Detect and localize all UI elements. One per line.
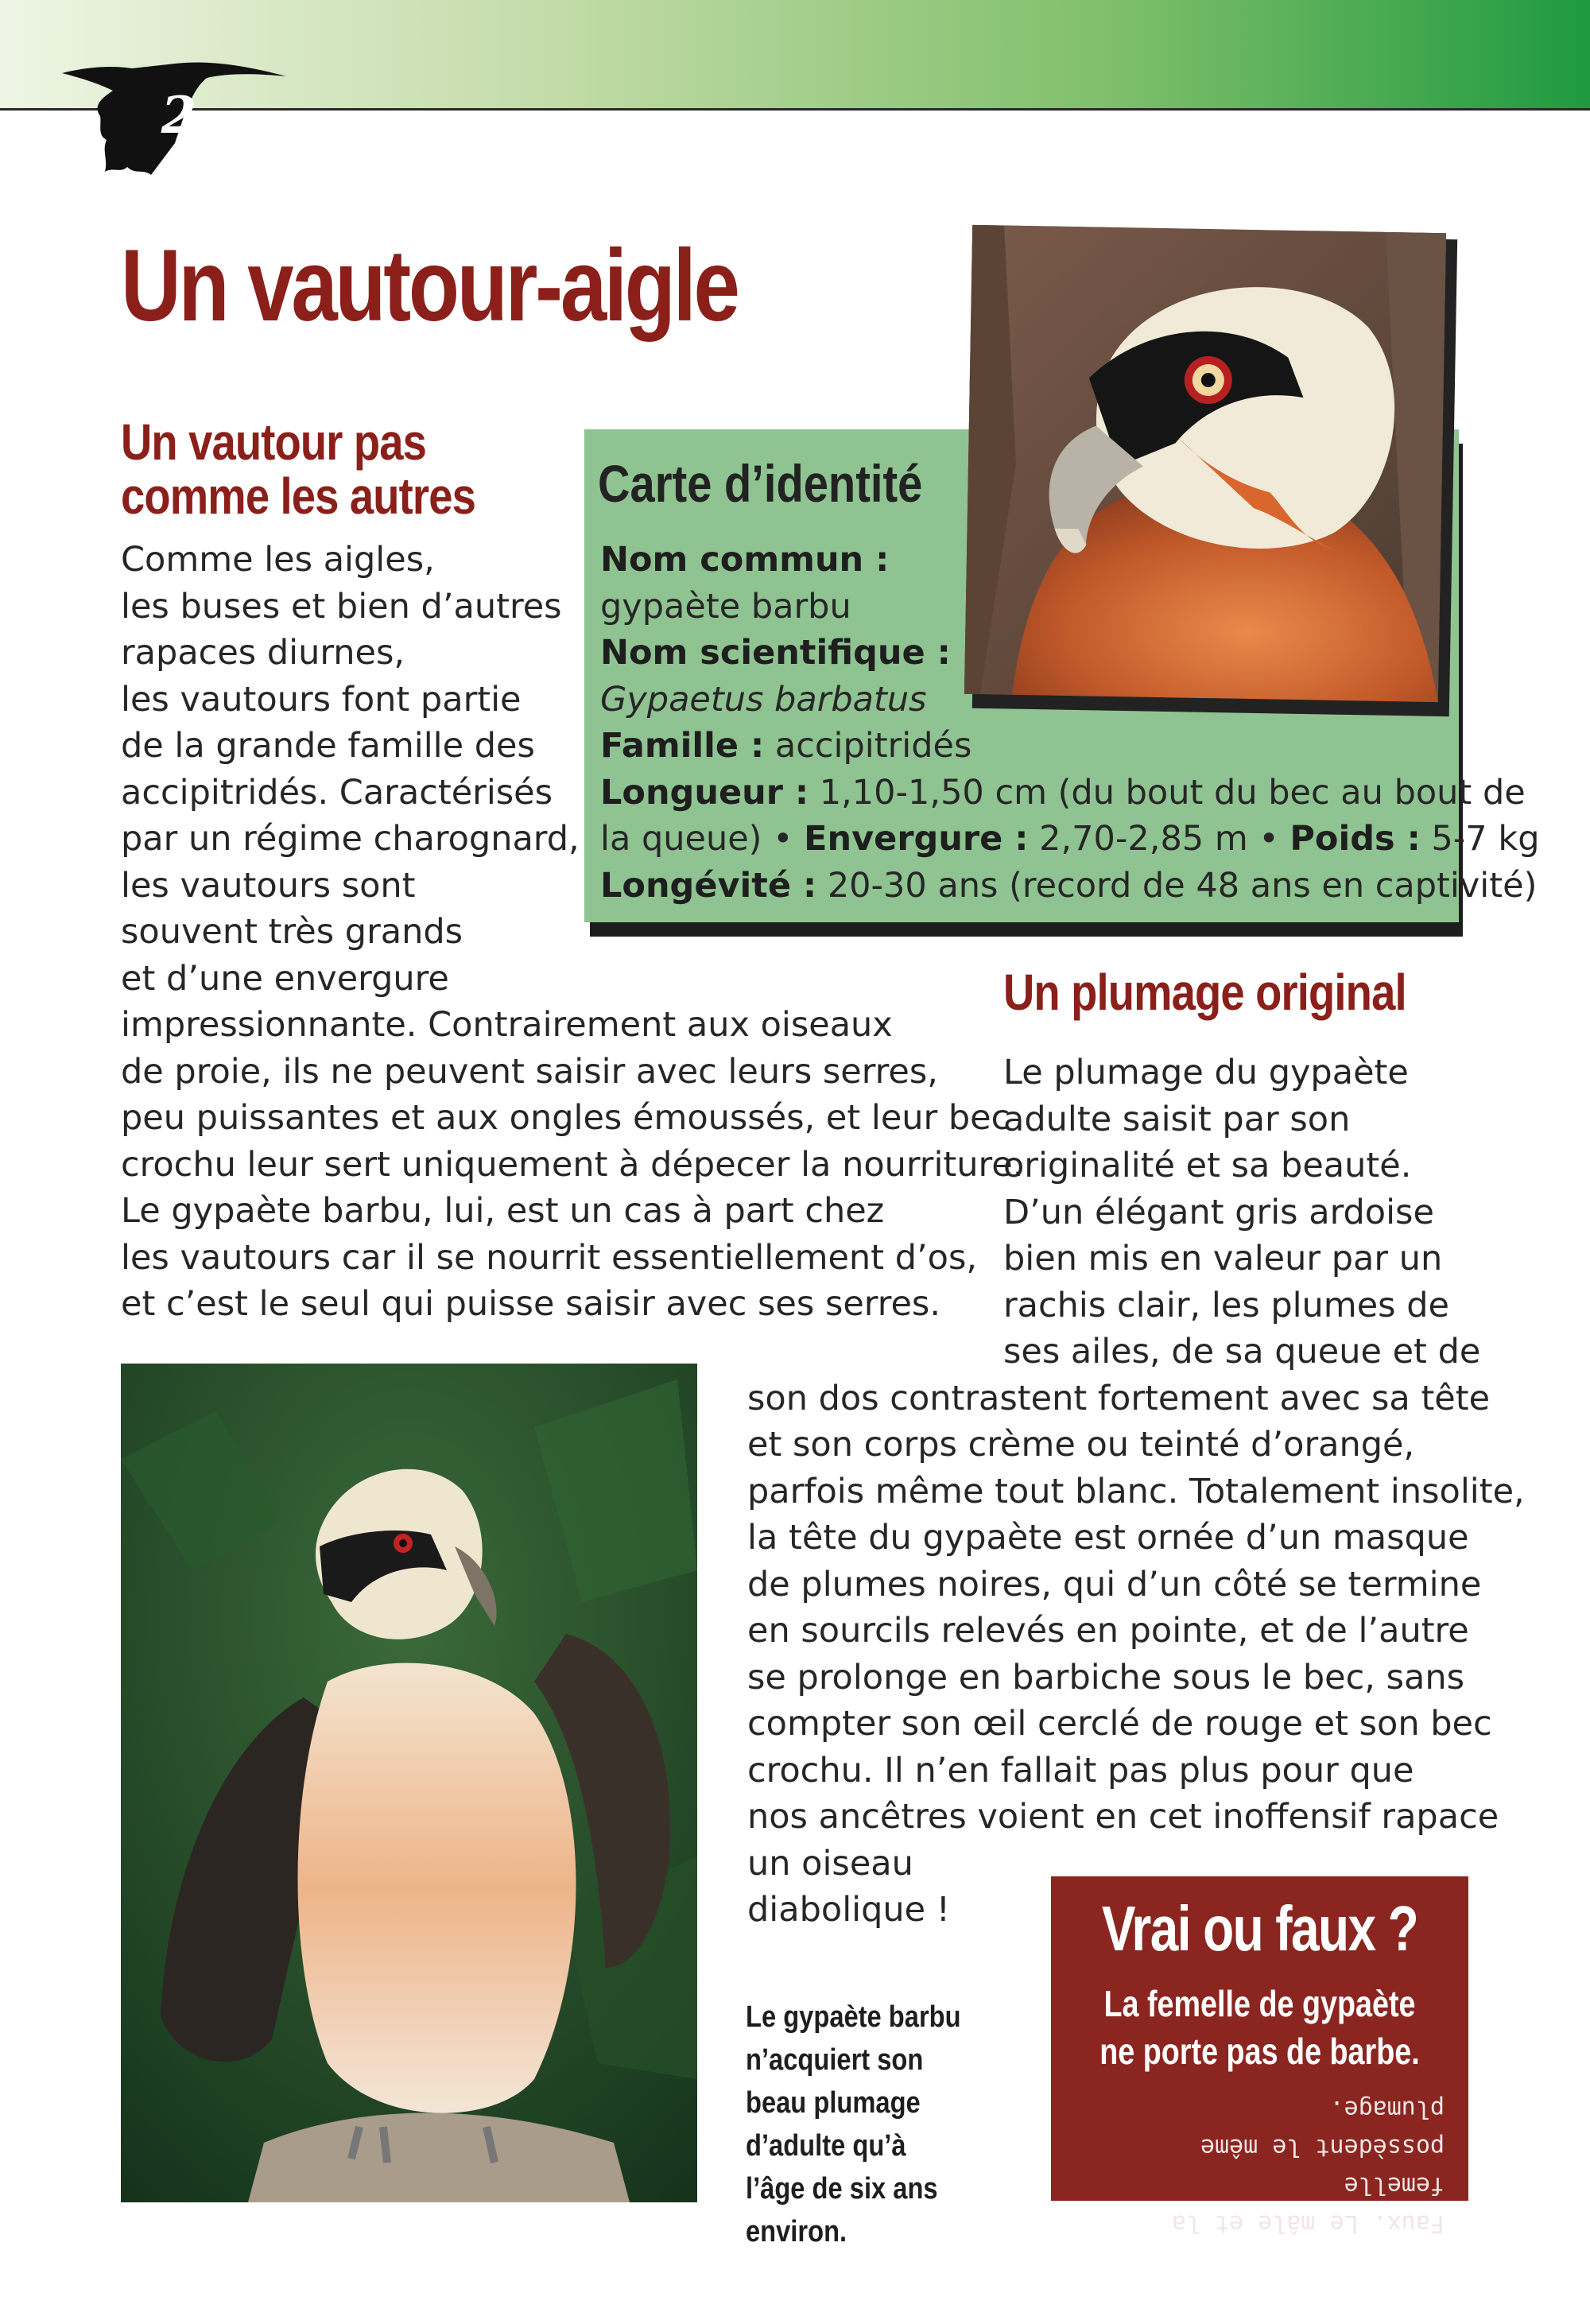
page-title: Un vautour-aigle (121, 229, 738, 343)
body-line: les vautours sont (121, 865, 416, 906)
body-line: impressionnante. Contrairement aux oiseaux (121, 1005, 893, 1045)
body-line: les vautours font partie (121, 679, 522, 720)
body-line: nos ancêtres voient en cet inoffensif rapace (747, 1797, 1499, 1837)
body-line: bien mis en valeur par un (1003, 1239, 1443, 1278)
scientific-name: Gypaetus barbatus (600, 679, 927, 720)
body-line: rapaces diurnes, (121, 633, 405, 673)
body-line: son dos contrastent fortement avec sa tête (747, 1378, 1491, 1418)
body-line: Comme les aigles, (121, 540, 435, 580)
body-line: peu puissantes et aux ongles émoussés, et leur bec (121, 1098, 1010, 1138)
body-line: adulte saisit par son (1003, 1099, 1351, 1139)
body-line: D’un élégant gris ardoise (1003, 1192, 1434, 1232)
common-name-label: Nom commun : (600, 540, 890, 580)
weight-label: Poids : (1289, 819, 1421, 859)
body-line: et c’est le seul qui puisse saisir avec ses serres. (121, 1284, 940, 1324)
heading-line: comme les autres (121, 468, 476, 525)
length-value: 1,10-1,50 cm (du bout du bec au bout de (809, 772, 1526, 813)
quiz-question: La femelle de gypaète ne porte pas de barbe. (1099, 1983, 1420, 2072)
body-line: Le plumage du gypaète (1003, 1053, 1409, 1092)
body-line: de proie, ils ne peuvent saisir avec leurs serres, (121, 1051, 938, 1092)
section-heading-vautour (121, 415, 499, 523)
page-number-badge (56, 56, 294, 191)
heading-line: Un vautour pas (121, 413, 427, 471)
body-line: par un régime charognard, (121, 819, 580, 859)
body-line: la tête du gypaète est ornée d’un masque (747, 1518, 1469, 1558)
true-false-box (1051, 1876, 1468, 2237)
body-line: souvent très grands (121, 912, 463, 952)
body-line: parfois même tout blanc. Totalement insolite, (747, 1471, 1525, 1511)
body-line: crochu leur sert uniquement à dépecer la nourriture. (121, 1144, 1024, 1185)
length-value-cont: la queue) (600, 819, 762, 859)
identity-card-title: Carte d’identité (598, 454, 923, 513)
length-label: Longueur : (600, 772, 809, 813)
body-line: les vautours car il se nourrit essentiellement d’os, (121, 1237, 978, 1278)
common-name: gypaète barbu (600, 586, 851, 627)
bullet: • (762, 819, 805, 859)
wingspan-label: Envergure : (804, 819, 1029, 859)
body-line: accipitridés. Caractérisés (121, 772, 553, 813)
body-line: compter son œil cerclé de rouge et son bec (747, 1704, 1492, 1744)
family-label: Famille : (600, 726, 765, 766)
body-line: rachis clair, les plumes de (1003, 1285, 1449, 1325)
section-heading-plumage: Un plumage original (1003, 964, 1406, 1021)
body-line: ses ailes, de sa queue et de (1003, 1332, 1481, 1372)
body-line: les buses et bien d’autres (121, 586, 562, 627)
section2-body (747, 1049, 1525, 1934)
body-line: de la grande famille des (121, 726, 535, 766)
body-line: originalité et sa beauté. (1003, 1146, 1412, 1185)
longevity-label: Longévité : (600, 865, 817, 906)
body-line: un oiseau (747, 1843, 913, 1884)
body-line: et d’une envergure (121, 958, 449, 999)
scientific-name-label: Nom scientifique : (600, 633, 951, 673)
body-line: et son corps crème ou teinté d’orangé, (747, 1425, 1415, 1465)
vulture-head-photo (964, 225, 1446, 702)
family-value: accipitridés (764, 726, 972, 766)
body-line: se prolonge en barbiche sous le bec, sans (747, 1657, 1464, 1697)
wingspan-value: 2,70-2,85 m (1028, 819, 1248, 859)
quiz-title: Vrai ou faux ? (1101, 1893, 1418, 1964)
photo-caption: Le gypaète barbu n’acquiert son beau plumage d’adulte qu’à l’âge de six ans environ. (746, 2000, 961, 2248)
body-line: en sourcils relevés en pointe, et de l’autre (747, 1611, 1469, 1651)
body-line: de plumes noires, qui d’un côté se termine (747, 1564, 1482, 1604)
body-line: Le gypaète barbu, lui, est un cas à part chez (121, 1191, 885, 1231)
quiz-answer-upside-down: Faux. Le mâle et la femelle possèdent le même plumage. (1171, 2095, 1445, 2237)
body-line: diabolique ! (747, 1890, 950, 1930)
perched-vulture-photo (121, 1364, 697, 2202)
bullet: • (1247, 819, 1290, 859)
page-number: 2 (161, 86, 197, 145)
longevity-value: 20-30 ans (record de 48 ans en captivité) (816, 865, 1538, 906)
body-line: crochu. Il n’en fallait pas plus pour que (747, 1750, 1414, 1791)
weight-value: 5-7 kg (1420, 819, 1540, 859)
